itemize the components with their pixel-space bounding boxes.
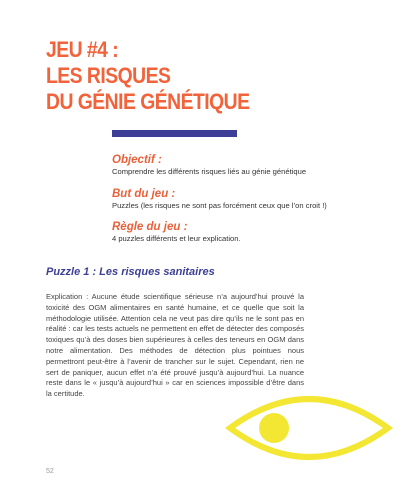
eye-outline xyxy=(230,399,388,457)
page-title xyxy=(46,37,249,115)
objectif-text: Comprendre les différents risques liés au génie génétique xyxy=(112,167,307,176)
decorative-bar xyxy=(112,130,237,137)
regle-text: 4 puzzles différents et leur explication. xyxy=(112,234,241,243)
objectif-heading: Objectif : xyxy=(112,154,162,166)
page-number: 52 xyxy=(46,468,54,475)
explanation-text: Explication : Aucune étude scientifique sérieuse n’a aujourd’hui prouvé la toxicité des OGM alimentaires en santé humaine, et ce quelle que soit la méthodologie utilisée. Attention cela ne veut pas dire qu’ils ne le sont pas en réalité : car les tests actuels ne permettent en effet de détecter des composés toxiques qu’à des doses bien supérieures à celles des teneurs en OGM dans notre alimentation. Des méthodes de détection plus pointues nous permettront peut-être à l’avenir de trancher sur le sujet. Cependant, rien ne sert de paniquer, aucun effet n’a été prouvé jusqu’à aujourd’hui. La nuance reste dans le « jusqu’à aujourd’hui » car en sciences impossible d’être dans la certitude. xyxy=(46,292,304,399)
regle-section xyxy=(112,220,382,244)
title-line-3: DU GÉNIE GÉNÉTIQUE xyxy=(46,89,250,114)
regle-heading: Règle du jeu : xyxy=(112,221,188,233)
but-section xyxy=(112,187,382,211)
eye-pupil xyxy=(259,413,289,443)
but-heading: But du jeu : xyxy=(112,188,176,200)
title-line-1: JEU #4 : xyxy=(46,37,119,62)
eye-illustration xyxy=(224,384,394,474)
title-line-2: LES RISQUES xyxy=(46,63,171,88)
puzzle-heading: Puzzle 1 : Les risques sanitaires xyxy=(46,266,215,278)
but-text: Puzzles (les risques ne sont pas forcément ceux que l’on croit !) xyxy=(112,201,327,210)
objectif-section xyxy=(112,153,382,177)
